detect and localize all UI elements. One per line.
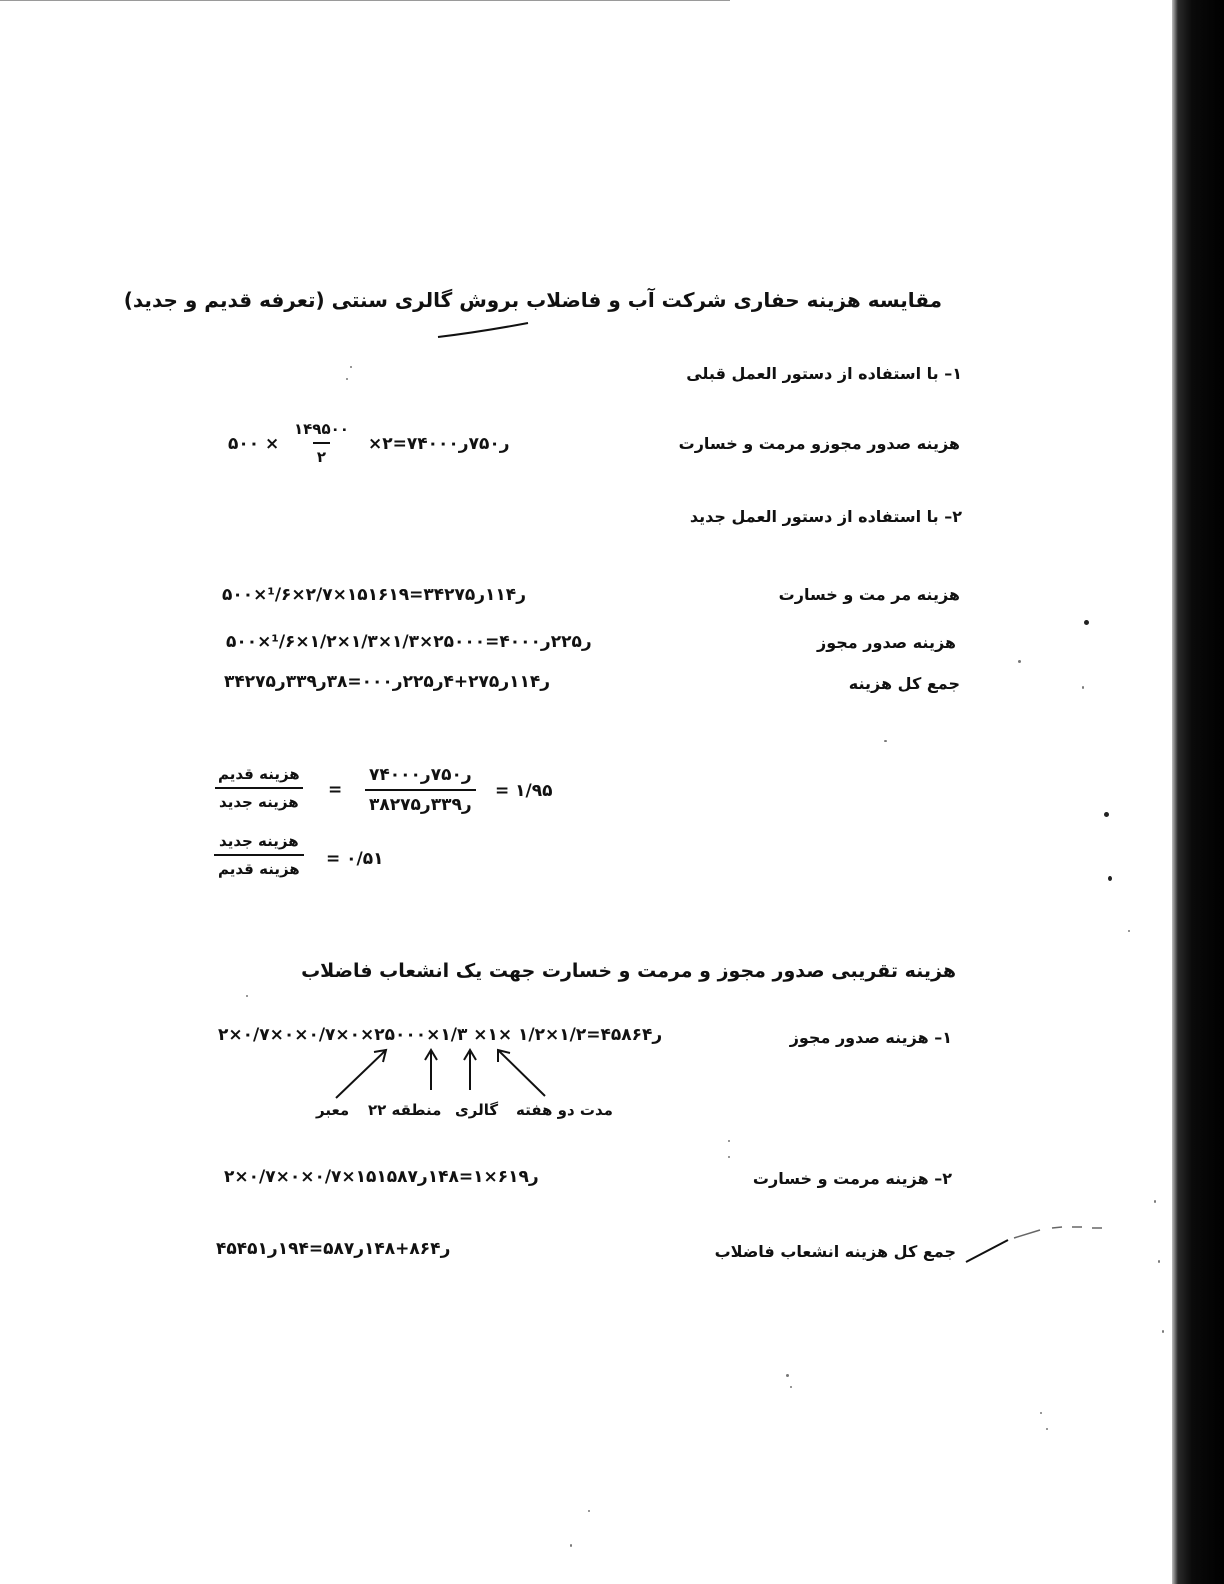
section1-formula-tail: ×۲=۷۴ر۷۵۰ر۰۰۰: [368, 434, 510, 454]
scan-speck: [350, 366, 352, 368]
section3-row1-label: ۱– هزینه صدور مجوز: [789, 1028, 952, 1047]
section3-row1-formula: ۲×۰/۷×۰×۰/۷×۰×۲۵۰۰۰×۱/۳ ×۱× ۱/۲×۱/۲=۴۵ر۸۶۴: [218, 1025, 663, 1045]
ratio1-label-numerator: هزینه قدیم: [218, 765, 300, 783]
scan-speck: [570, 1544, 572, 1547]
scan-speck: [1046, 1428, 1048, 1430]
section1-label: هزینه صدور مجوزو مرمت و خسارت: [678, 434, 960, 453]
section3-total-formula: ۴۵ر۸۶۴+۱۴۸ر۵۸۷=۱۹۴ر۴۵۱: [216, 1239, 451, 1259]
scan-speck: [1158, 1260, 1160, 1263]
section3-heading: هزینه تقریبی صدور مجوز و مرمت و خسارت جهت یک انشعاب فاضلاب: [301, 960, 956, 982]
section3-row2-label: ۲– هزینه مرمت و خسارت: [752, 1169, 952, 1188]
ratio1-value-denominator: ۳۸ر۳۳۹ر۲۷۵: [365, 789, 476, 815]
document-title: مقایسه هزینه حفاری شرکت آب و فاضلاب بروش گالری سنتی (تعرفه قدیم و جدید): [123, 288, 942, 312]
ratio1-value-numerator: ۷۴ر۷۵۰ر۰۰۰: [369, 765, 472, 785]
ratio2-result: = ۰/۵۱: [326, 849, 384, 869]
scan-speck: [1082, 686, 1084, 689]
scan-speck: [1018, 660, 1021, 663]
scan-speck: [1162, 1330, 1164, 1333]
ratio1-label-denominator: هزینه جدید: [215, 787, 303, 811]
annotation-label: معبر: [316, 1101, 350, 1119]
scan-speck: [728, 1140, 730, 1142]
section1-fraction-denominator: ۲: [313, 442, 330, 466]
scan-speck: [588, 1510, 590, 1512]
scan-speck: [1128, 930, 1130, 932]
scan-speck: [786, 1374, 789, 1377]
section2-total-formula: ۳۴ر۱۱۴ر۲۷۵+۴ر۲۲۵ر۰۰۰=۳۸ر۳۳۹ر۲۷۵: [224, 672, 551, 692]
section2-row-formula: ۵۰۰×¹/۶×۲/۷×۱۵۱۶۱۹=۳۴ر۱۱۴ر۲۷۵: [222, 585, 526, 605]
scan-speck: [1104, 812, 1109, 817]
annotation-label: گالری: [455, 1101, 499, 1119]
scan-speck: [1040, 1412, 1042, 1414]
ratio2-label-denominator: هزینه قدیم: [214, 854, 304, 878]
scan-speck: [728, 1156, 730, 1158]
section2-row-formula: ۵۰۰×¹/۶×۱/۲×۱/۳×۱/۳×۲۵۰۰۰=۴ر۲۲۵ر۰۰۰: [226, 632, 592, 652]
scan-speck: [1084, 620, 1089, 625]
section3-row2-formula: ۲×۰/۷×۰×۰/۷×۱۵۱ر۶۱۹×۱=۱۴۸ر۵۸۷: [224, 1167, 539, 1187]
ratio1-result: = ۱/۹۵: [495, 781, 553, 801]
section2-heading: ۲– با استفاده از دستور العمل جدید: [689, 507, 962, 526]
annotation-label: منطقه ۲۲: [368, 1101, 442, 1119]
section2-row-label: هزینه مر مت و خسارت: [778, 585, 960, 604]
ratio1-equals: =: [328, 780, 343, 800]
annotation-label: مدت دو هفته: [516, 1101, 613, 1119]
scan-speck: [246, 995, 248, 997]
scan-speck: [1108, 876, 1112, 881]
scan-speck: [1154, 1200, 1156, 1203]
scan-speck: [346, 378, 348, 380]
scan-speck: [790, 1386, 792, 1388]
scan-speck: [884, 740, 887, 742]
section1-heading: ۱– با استفاده از دستور العمل قبلی: [686, 364, 962, 383]
section1-formula-lead: ۵۰۰ ×: [228, 434, 280, 454]
section2-row-label: هزینه صدور مجوز: [817, 633, 956, 652]
ratio2-label-numerator: هزینه جدید: [219, 832, 299, 850]
section1-fraction-numerator: ۱۴۹۵۰۰: [294, 420, 349, 438]
section3-total-label: جمع کل هزینه انشعاب فاضلاب: [714, 1242, 956, 1261]
section2-total-label: جمع کل هزینه: [848, 674, 960, 693]
